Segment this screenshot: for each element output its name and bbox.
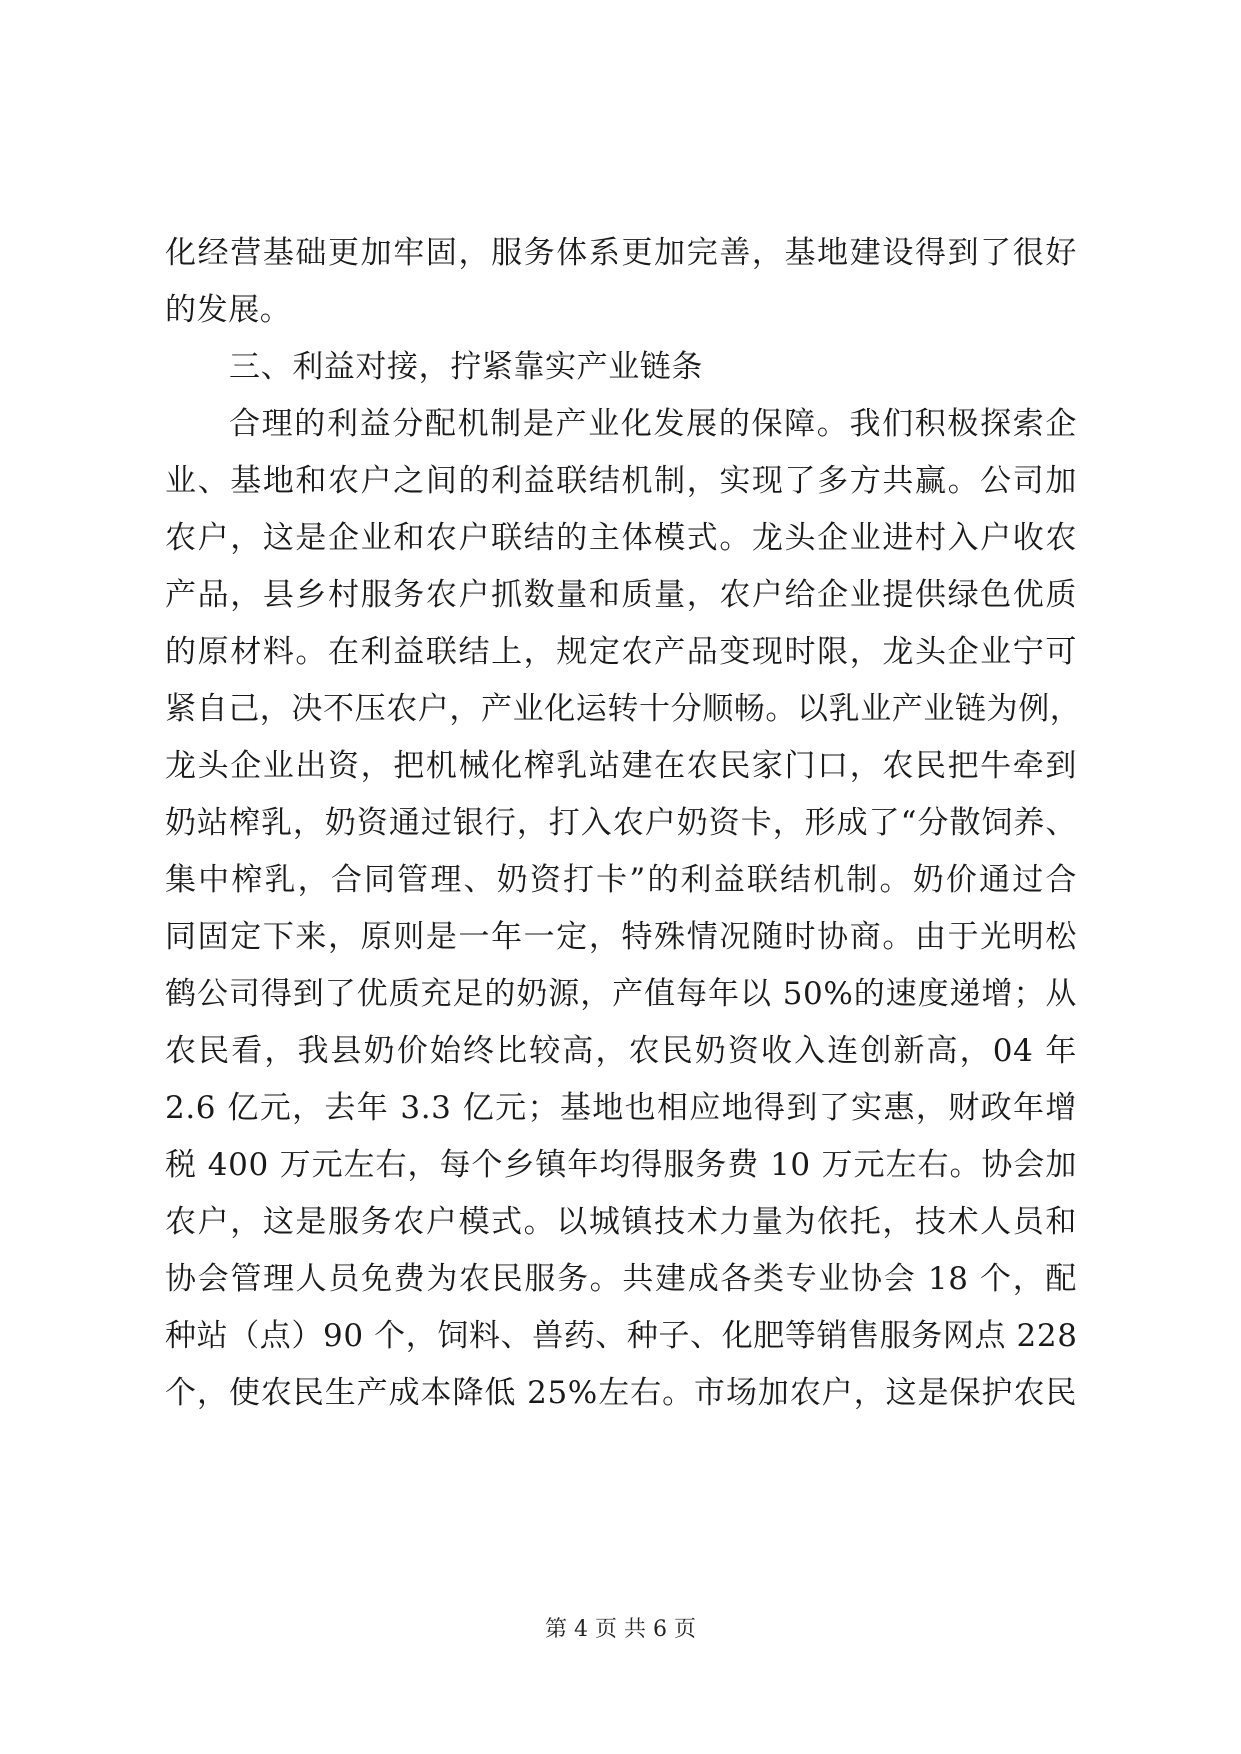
section-heading: 三、利益对接，拧紧靠实产业链条 (229, 349, 703, 385)
paragraph-line: 农民看，我县奶价始终比较高，农民奶资收入连创新高，04 年 (165, 1033, 1077, 1069)
paragraph-line: 产品，县乡村服务农户抓数量和质量，农户给企业提供绿色优质 (165, 577, 1077, 613)
paragraph-line: 农户，这是服务农户模式。以城镇技术力量为依托，技术人员和 (165, 1204, 1077, 1240)
paragraph-line: 集中榨乳，合同管理、奶资打卡”的利益联结机制。奶价通过合 (165, 862, 1077, 898)
paragraph-line: 同固定下来，原则是一年一定，特殊情况随时协商。由于光明松 (165, 919, 1077, 955)
paragraph-line: 的发展。 (165, 292, 292, 328)
page-footer (0, 1612, 1241, 1643)
paragraph-line: 化经营基础更加牢固，服务体系更加完善，基地建设得到了很好 (165, 235, 1077, 271)
paragraph-line: 协会管理人员免费为农民服务。共建成各类专业协会 18 个，配 (165, 1261, 1077, 1297)
paragraph-line: 农户，这是企业和农户联结的主体模式。龙头企业进村入户收农 (165, 520, 1077, 556)
paragraph-line: 个，使农民生产成本降低 25%左右。市场加农户，这是保护农民 (165, 1375, 1077, 1411)
paragraph-line: 龙头企业出资，把机械化榨乳站建在农民家门口，农民把牛牵到 (165, 748, 1077, 784)
paragraph-line: 鹤公司得到了优质充足的奶源，产值每年以 50%的速度递增；从 (165, 976, 1077, 1012)
paragraph-line: 种站（点）90 个，饲料、兽药、种子、化肥等销售服务网点 228 (165, 1318, 1078, 1354)
paragraph-line: 业、基地和农户之间的利益联结机制，实现了多方共赢。公司加 (165, 463, 1077, 499)
paragraph-line: 的原材料。在利益联结上，规定农产品变现时限，龙头企业宁可 (165, 634, 1077, 670)
page-number: 第 4 页 共 6 页 (545, 1617, 696, 1642)
document-body (165, 225, 1082, 1422)
paragraph-line: 合理的利益分配机制是产业化发展的保障。我们积极探索企 (229, 406, 1077, 442)
paragraph-line: 紧自己，决不压农户，产业化运转十分顺畅。以乳业产业链为例， (165, 691, 1082, 727)
paragraph-line: 2.6 亿元，去年 3.3 亿元；基地也相应地得到了实惠，财政年增 (165, 1090, 1077, 1126)
paragraph-line: 奶站榨乳，奶资通过银行，打入农户奶资卡，形成了“分散饲养、 (165, 805, 1077, 841)
paragraph-line: 税 400 万元左右，每个乡镇年均得服务费 10 万元左右。协会加 (165, 1147, 1077, 1183)
